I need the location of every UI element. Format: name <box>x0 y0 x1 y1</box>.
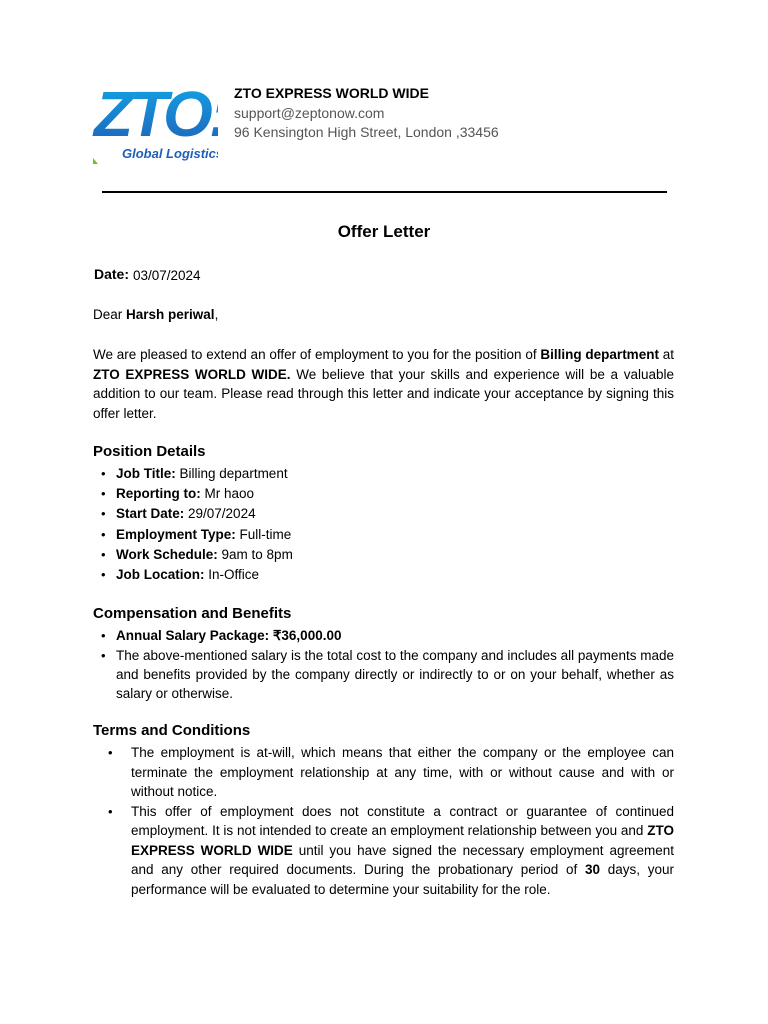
bullet-icon: • <box>101 628 106 643</box>
bullet-icon: • <box>101 466 106 481</box>
company-logo <box>92 78 218 164</box>
item-value: Full-time <box>235 526 292 542</box>
company-email: support@zeptonow.com <box>234 105 385 121</box>
intro-company: ZTO EXPRESS WORLD WIDE. <box>93 366 291 382</box>
position-heading: Position Details <box>93 443 206 460</box>
greeting-suffix: , <box>214 307 219 322</box>
item-value: 9am to 8pm <box>217 546 293 562</box>
item-label: Job Location: <box>116 566 205 582</box>
terms-heading: Terms and Conditions <box>93 722 251 739</box>
list-item <box>108 743 674 802</box>
item-value: Mr haoo <box>200 486 255 502</box>
item-value: 29/07/2024 <box>184 506 256 522</box>
terms-item-2-days: 30 <box>584 862 601 877</box>
compensation-heading: Compensation and Benefits <box>93 605 292 622</box>
terms-item-2-text-1: This offer of employment does not constitute a contract or guarantee of continued employment. It is not intended to create an employment relationship between you and <box>131 803 674 838</box>
terms-item-2-company: ZTO EXPRESS WORLD WIDE <box>131 823 674 858</box>
item-label: Work Schedule: <box>116 546 218 562</box>
svg-text:ZTO:: ZTO: <box>94 78 218 150</box>
terms-list <box>108 743 675 899</box>
list-item <box>101 504 676 524</box>
terms-item-2-text-2: until you have signed the necessary employment agreement and any other required documents. During the probationary period of <box>131 842 675 877</box>
intro-text-1: We are pleased to extend an offer of employment to you for the position of <box>93 347 541 362</box>
list-item <box>101 545 676 565</box>
compensation-list <box>101 626 674 703</box>
svg-text:Global Logistics: Global Logistics <box>122 146 218 161</box>
greeting-prefix: Dear <box>93 307 127 322</box>
bullet-icon: • <box>101 546 106 562</box>
terms-item-1: The employment is at-will, which means that either the company or the employee can terminate the employment relationship at any time, with or without cause and with or without notice. <box>131 745 674 799</box>
greeting <box>93 307 218 322</box>
bullet-icon: • <box>101 566 106 582</box>
position-list <box>101 464 676 585</box>
item-value: In-Office <box>204 566 260 582</box>
company-name: ZTO EXPRESS WORLD WIDE <box>234 85 429 101</box>
list-item <box>101 464 676 484</box>
document-title: Offer Letter <box>337 222 431 241</box>
salary-note: The above-mentioned salary is the total cost to the company and includes all payments made and benefits provided by the company directly or indirectly to or on your behalf, whether as salary or otherwise. <box>116 648 674 701</box>
intro-paragraph <box>93 345 674 424</box>
salary-value: ₹36,000.00 <box>269 628 342 643</box>
item-label: Job Title: <box>116 466 176 481</box>
recipient-name: Harsh periwal <box>126 307 215 322</box>
terms-item-2-text-3: days, your performance will be evaluated to determine your suitability for the role. <box>131 862 674 897</box>
bullet-icon: • <box>101 506 106 522</box>
item-label: Employment Type: <box>116 526 236 542</box>
bullet-icon: • <box>101 526 106 542</box>
bullet-icon: • <box>108 745 113 760</box>
intro-role: Billing department <box>540 347 659 362</box>
intro-text-3: We believe that your skills and experience will be a valuable addition to our team. Please read through this letter and indicate your acceptance by signing this offer letter. <box>93 366 675 422</box>
list-item <box>101 646 674 703</box>
item-value: Billing department <box>175 466 288 481</box>
date-label: Date: <box>94 266 130 282</box>
list-item <box>101 484 676 504</box>
intro-text-2: at <box>658 347 675 362</box>
date-value: 03/07/2024 <box>133 268 201 283</box>
list-item <box>101 525 676 545</box>
salary-label: Annual Salary Package: <box>116 628 270 643</box>
list-item <box>101 565 676 585</box>
list-item <box>108 802 675 900</box>
list-item <box>101 626 674 645</box>
bullet-icon: • <box>108 803 113 819</box>
item-label: Reporting to: <box>116 486 201 502</box>
item-label: Start Date: <box>116 506 185 522</box>
bullet-icon: • <box>101 486 106 502</box>
bullet-icon: • <box>101 648 106 663</box>
company-address: 96 Kensington High Street, London ,33456 <box>234 124 499 140</box>
header-divider <box>102 191 667 193</box>
